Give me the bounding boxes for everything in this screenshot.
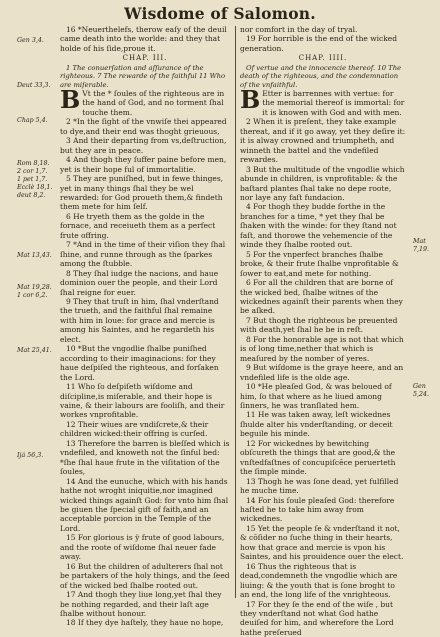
verse: 6 For all the children that are borne of the wicked bed, ſhalbe witnes of the wickednes againſt their parents when they be aſked. xyxy=(240,278,406,316)
margin-note-left: Ijá 56,3. xyxy=(17,452,57,460)
chapter-heading: CHAP. III. xyxy=(60,54,230,63)
margin-note-left: Rom 8,18. xyxy=(17,160,57,168)
margin-note-left: Chap 5,4. xyxy=(17,117,57,125)
margin-note-left: 1 pet 1,7. xyxy=(17,176,57,184)
verse: 3 But the multitude of the vngodlie which abunde in children, is vnprofitable: & the baſtard plantes ſhal take no depe roote, nor laye any faſt fundacion. xyxy=(240,165,406,203)
verse: 4 For thogh they budde forthe in the branches for a time, * yet they ſhal be ſhaken with the winde: for they ſtand not faſt, and thorowe the vehemencie of the winde they ſhalbe rooted out. xyxy=(240,202,406,249)
verse: 6 He tryeth them as the golde in the fornace, and receiueth them as a perfect frute offring. xyxy=(60,212,230,240)
verse: 17 For they ſe the end of the wiſe , but they vnderſtand not what God hathe deuiſed for him, and wherefore the Lord hathe preſerued xyxy=(240,600,406,637)
verse: 17 And thogh they liue long,yet ſhal they be nothing regarded, and their laſt age ſhalbe without honour. xyxy=(60,590,230,618)
verse: 12 Their wiues are vndiſcrete,& their children wicked:their offring is curſed. xyxy=(60,420,230,439)
chapter-summary: Of vertue and the innocencie thereof. 10 The death of the righteous, and the condemnation of the vnfaithful. xyxy=(240,64,406,89)
verse: 14 And the eunuche, which with his hands hathe not wroght iniquitie,nor imagined wicked things againſt God: for vnto him ſhal be giuen the ſpecial gift of faith,and an acceptable porcion in the Temple of the Lord. xyxy=(60,477,230,534)
chapter-summary: 1 The conuerſation and aſſurance of the righteous. 7 The rewarde of the faithful 11 Who are miſerable. xyxy=(60,64,230,89)
verse: 2 When it is preſent, they take example thereat, and if it go away, yet they deſire it: it is alway crowned and triumpheth, and winneth the battel and the vndefiled rewardes. xyxy=(240,117,406,164)
verse-text: Vt the * ſoules of the righteous are in the hand of God, and no torment ſhal touche them. xyxy=(82,89,224,117)
margin-note-left: 2 cor 1,7. xyxy=(17,168,57,176)
verse: 9 They that truſt in him, ſhal vnderſtand the trueth, and the faithful ſhal remaine with him in loue: for grace and mercie is among his Saintes, and he regardeth his elect. xyxy=(60,297,230,344)
margin-note-left: Mat 13,43. xyxy=(17,252,57,260)
verse: 13 Therefore the barren is bleſſed which is vndefiled, and knoweth not the ſinful bed: *ſhe ſhal haue frute in the viſitation of the ſoules, xyxy=(60,439,230,477)
verse: 10 *He pleaſed God, & was beloued of him, ſo that where as he liued among ſinners, he was tranſlated hem. xyxy=(240,382,406,410)
verse: 12 For wickednes by bewitching obſcureth the things that are good,& the vnſtedfaſtnes of concupiſcēce peruerteth the ſimple minde. xyxy=(240,439,406,477)
verse: 8 For the honorable age is not that which is of long time,nether that which is meaſured by the nomber of yeres. xyxy=(240,335,406,363)
margin-note-left: Ecclè 18,1. xyxy=(17,184,57,192)
verse: 10 *But the vngodlie ſhalbe puniſhed according to their imaginacions: for they haue deſpiſed the righteous, and forſaken the Lord. xyxy=(60,344,230,382)
margin-note-right: Gen 5,24. xyxy=(413,383,439,399)
margin-note-left: deut 8,2. xyxy=(17,192,57,200)
verse: 4 And thogh they ſuffer paine before men, yet is their hope ful of immortalitie. xyxy=(60,155,230,174)
chapter-heading: CHAP. IIII. xyxy=(240,54,406,63)
verse: 7 But thogh the righteous be preuented with death,yet ſhal he be in reſt. xyxy=(240,316,406,335)
verse: 15 For glorious is ÿ frute of good labours, and the roote of wiſdome ſhal neuer fade away. xyxy=(60,533,230,561)
right-column xyxy=(240,25,406,598)
verse: 7 *And in the time of their viſion they ſhal ſhine, and runne through as the ſparkes among the ſtubble. xyxy=(60,240,230,268)
verse xyxy=(240,89,406,117)
margin-note-left: Gen 3,4. xyxy=(17,37,57,45)
margin-note-right: Mat 7,19. xyxy=(413,238,439,254)
margin-note-left: 1 cor 6,2. xyxy=(17,292,57,300)
verse-text: Etter is barrennes with vertue: for the memorial thereof is immortal: for it is knowen with God and with men. xyxy=(262,89,404,117)
verse: 18 If they dye haſtely, they haue no hope, xyxy=(60,618,230,627)
drop-cap: B xyxy=(60,90,80,110)
column-divider xyxy=(235,26,236,598)
verse: 15 Yet the people ſe & vnderſtand it not, & cōſider no ſuche thing in their hearts, how that grace and mercie is vpon his Saintes, and his prouidence ouer the elect. xyxy=(240,524,406,562)
verse: 8 They ſhal iudge the nacions, and haue dominion ouer the people, and their Lord ſhal reigne for euer. xyxy=(60,269,230,297)
verse: nor comfort in the day of tryal. xyxy=(240,25,406,34)
verse: 2 *In the ſight of the vnwiſe thei appeared to dye,and their end was thoght grieuous, xyxy=(60,117,230,136)
verse: 16 But the children of adulterers ſhal not be partakers of the holy things, and the ſeed of the wicked bed ſhalbe rooted out. xyxy=(60,562,230,590)
page-title: Wisdome of Salomon. xyxy=(0,4,440,23)
verse: 13 Thogh he was ſone dead, yet fulfilled he muche time. xyxy=(240,477,406,496)
margin-note-left: Mat 25,41. xyxy=(17,347,57,355)
verse: 14 For his ſoule pleaſed God: therefore haſted he to take him away from wickednes. xyxy=(240,496,406,524)
verse: 16 Thus the righteous that is dead,condemneth the vngodlie which are liuing: & the youth that is ſone broght to an end, the long life of the vnrighteous. xyxy=(240,562,406,600)
margin-note-left: Deut 33,3. xyxy=(17,82,57,90)
verse: 5 For the vnperfect branches ſhalbe broke, & their frute ſhalbe vnprofitable & ſower to eat,and mete for nothing. xyxy=(240,250,406,278)
verse: 11 Who ſo deſpiſeth wiſdome and diſcipline,is miſerable, and their hope is vaine, & their labours are fooliſh, and their workes vnprofitable. xyxy=(60,382,230,420)
verse: 16 *Neuerthelefs, therow eaſy of the deuil came death into the worlde: and they that holde of his ſide,proue it. xyxy=(60,25,230,53)
verse: 11 He was taken away, leſt wickednes ſhulde alter his vnderſtanding, or deceit beguile his minde. xyxy=(240,410,406,438)
margin-note-left: Mat 19,28. xyxy=(17,284,57,292)
verse: 9 But wiſdome is the graye heere, and an vndefiled life is the olde age. xyxy=(240,363,406,382)
verse: 19 For horrible is the end of the wicked generation. xyxy=(240,34,406,53)
drop-cap: B xyxy=(240,90,260,110)
verse: 3 And their departing from vs,deſtruction, but they are in peace. xyxy=(60,136,230,155)
verse: 5 They are puniſhed, but in fewe thinges, yet in many things ſhal they be wel rewarded: for God proueth them,& findeth them mete for him ſelf. xyxy=(60,174,230,212)
verse xyxy=(60,89,230,117)
left-column xyxy=(60,25,230,598)
